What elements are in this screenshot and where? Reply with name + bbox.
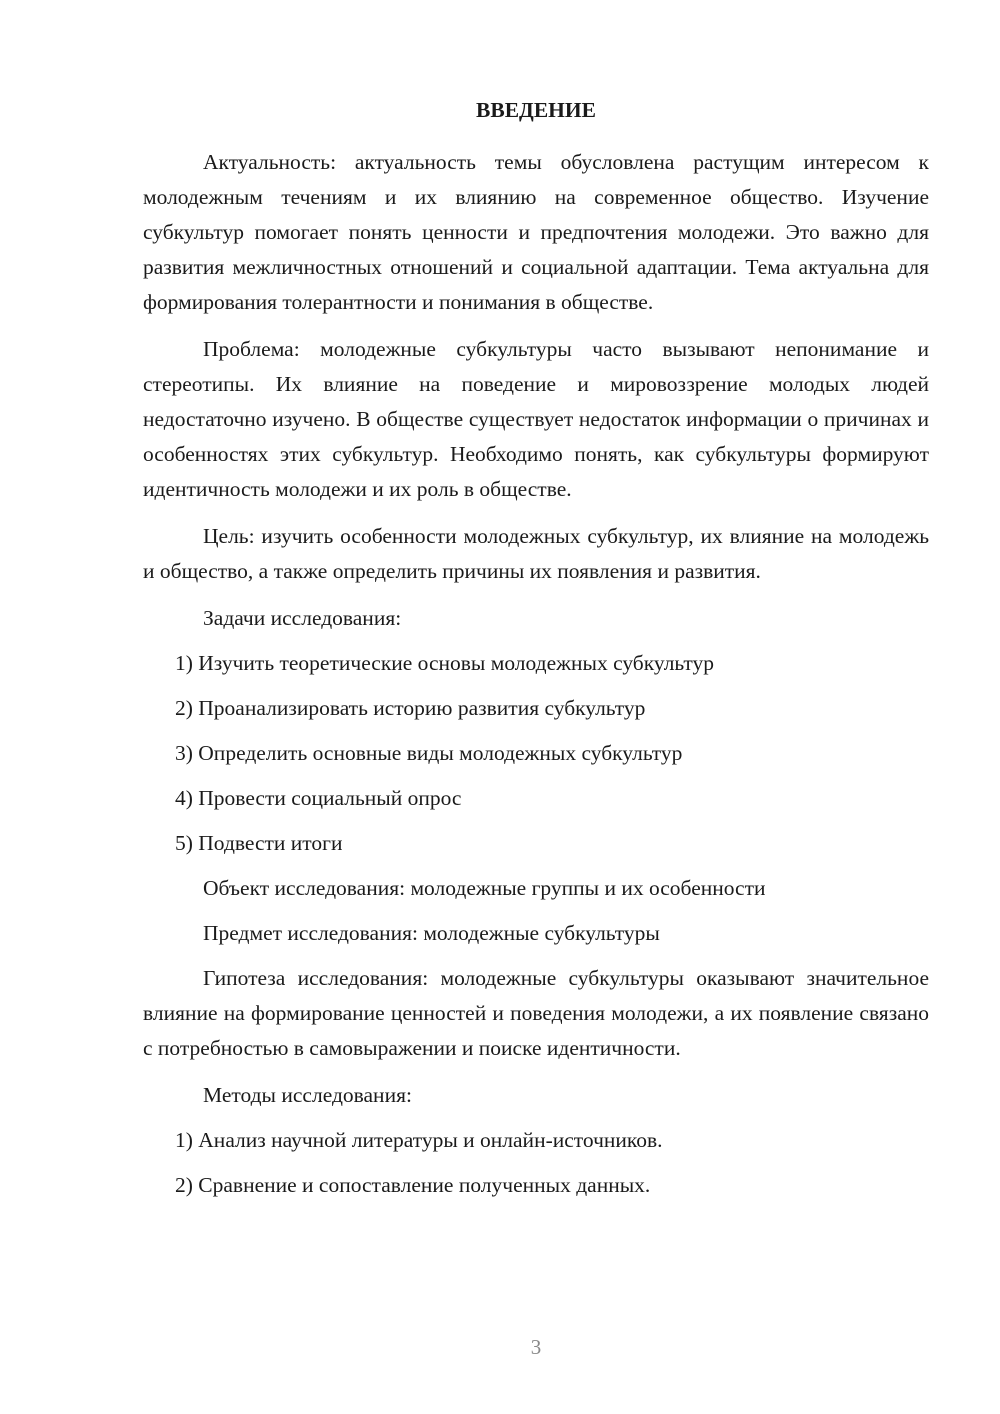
section-title: ВВЕДЕНИЕ: [476, 98, 596, 122]
goal-paragraph: Цель: изучить особенности молодежных субкультур, их влияние на молодежь и общество, а также определить причины их появления и развития.: [143, 524, 929, 583]
problem-paragraph: Проблема: молодежные субкультуры часто вызывают непонимание и стереотипы. Их влияние на поведение и мировоззрение молодых людей недостаточно изучено. В обществе существует недостаток информации о причинах и особенностях этих субкультур. Необходимо понять, как субкультуры формируют идентичность молодежи и их роль в обществе.: [143, 337, 929, 501]
methods-heading: Методы исследования:: [203, 1083, 412, 1107]
tasks-heading: Задачи исследования:: [203, 606, 402, 630]
method-item: 2) Сравнение и сопоставление полученных данных.: [175, 1173, 651, 1197]
research-subject: Предмет исследования: молодежные субкультуры: [203, 921, 660, 945]
task-item: 2) Проанализировать историю развития субкультур: [175, 696, 646, 720]
page-content: [143, 92, 929, 1213]
research-object: Объект исследования: молодежные группы и их особенности: [203, 876, 766, 900]
task-item: 3) Определить основные виды молодежных субкультур: [175, 741, 683, 765]
method-item: 1) Анализ научной литературы и онлайн-источников.: [175, 1128, 663, 1152]
task-item: 4) Провести социальный опрос: [175, 786, 462, 810]
hypothesis-paragraph: Гипотеза исследования: молодежные субкультуры оказывают значительное влияние на формирование ценностей и поведения молодежи, а их появление связано с потребностью в самовыражении и поиске идентичности.: [143, 966, 929, 1060]
page-number: 3: [530, 1335, 542, 1359]
task-item: 1) Изучить теоретические основы молодежных субкультур: [175, 651, 715, 675]
task-item: 5) Подвести итоги: [175, 831, 343, 855]
relevance-paragraph: Актуальность: актуальность темы обусловлена растущим интересом к молодежным течениям и их влиянию на современное общество. Изучение субкультур помогает понять ценности и предпочтения молодежи. Это важно для развития межличностных отношений и социальной адаптации. Тема актуальна для формирования толерантности и понимания в обществе.: [143, 150, 929, 314]
